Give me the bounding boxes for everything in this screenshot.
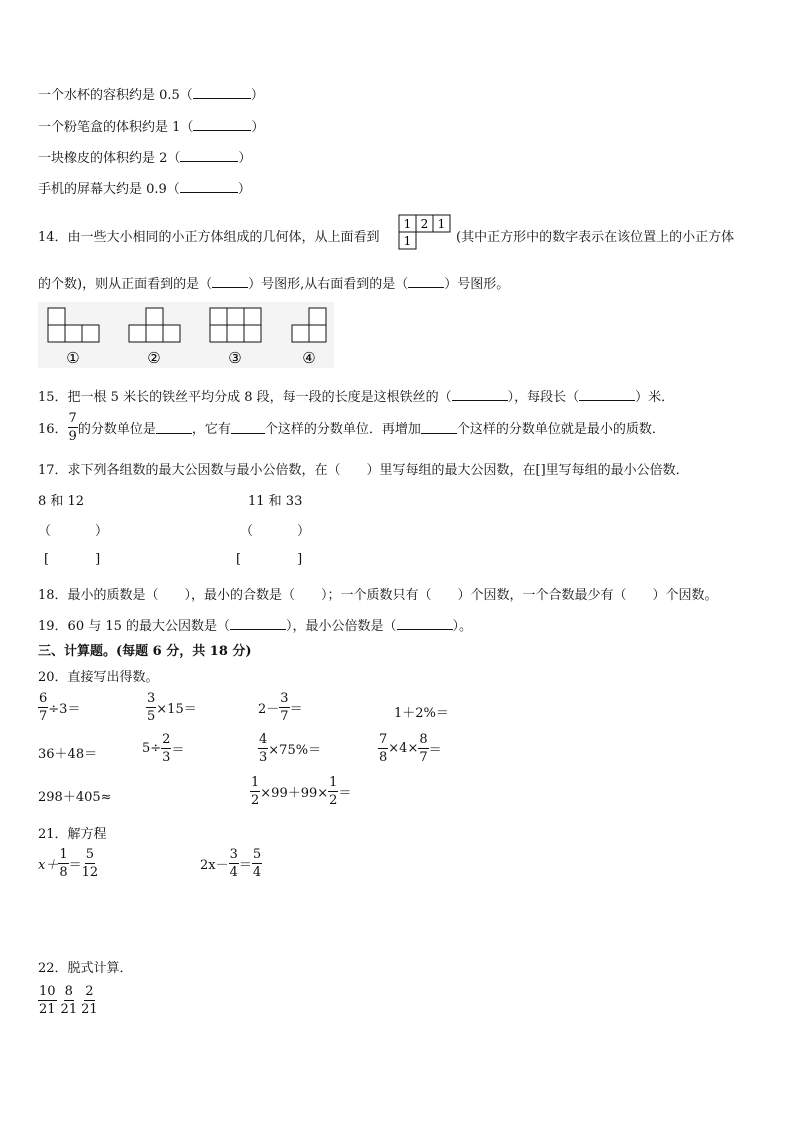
fraction: $\frac{7}{9}$ [68, 411, 77, 444]
calc-item: 5÷ $\frac{2}{3}$ ＝ [142, 732, 185, 765]
answer-blank[interactable] [193, 118, 251, 131]
volume-line-eraser: 一块橡皮的体积约是 2（ ） [38, 151, 252, 166]
calc-item: 1＋2%＝ [394, 706, 449, 721]
answer-blank[interactable] [212, 275, 248, 288]
q17-pair-2: 11 和 33 [248, 494, 303, 509]
gcd-answer-1[interactable]: （ ） [38, 524, 109, 539]
question-20-title: 20．直接写出得数。 [38, 670, 159, 685]
answer-blank[interactable] [421, 421, 457, 434]
q17-pair-1: 8 和 12 [38, 494, 85, 509]
answer-blank[interactable] [452, 388, 508, 401]
option-3-shape [210, 308, 261, 342]
calc-item: $\frac{3}{5}$ ×15＝ [147, 691, 197, 724]
answer-blank[interactable] [408, 275, 444, 288]
calc-item: 36＋48＝ [38, 747, 98, 762]
grid-number: 1 [437, 217, 446, 231]
answer-blank[interactable] [180, 149, 238, 162]
expression-22: $\frac{10}{21}$ $\frac{8}{21}$ $\frac{2}{21}$ [39, 984, 98, 1017]
calc-item: 2－ $\frac{3}{7}$ ＝ [258, 691, 303, 724]
section-3-heading: 三、计算题。(每题 6 分，共 18 分) [38, 644, 252, 659]
grid-number: 2 [420, 217, 429, 231]
calc-item: 298＋405≈ [38, 790, 112, 805]
answer-blank[interactable] [180, 180, 238, 193]
question-14-line1-tail: (其中正方形中的数字表示在该位置上的小正方体 [456, 230, 735, 245]
answer-blank[interactable] [156, 421, 192, 434]
option-label-2: ② [147, 349, 161, 367]
volume-line-phone-screen: 手机的屏幕大约是 0.9（ ） [38, 182, 251, 197]
calc-item: $\frac{6}{7}$ ÷3＝ [39, 691, 81, 724]
question-15: 15．把一根 5 米长的铁丝平均分成 8 段，每一段的长度是这根铁丝的（ ），每段长（ ）米． [38, 390, 675, 405]
equation-2: 2x－ $\frac{3}{4}$ ＝ $\frac{5}{4}$ [200, 847, 262, 880]
answer-blank[interactable] [579, 388, 635, 401]
answer-blank[interactable] [231, 421, 265, 434]
grid-number: 1 [403, 234, 412, 248]
grid-number: 1 [403, 217, 412, 231]
answer-blank[interactable] [193, 86, 251, 99]
view-options-figure [38, 302, 338, 368]
question-17: 17．求下列各组数的最大公因数与最小公倍数，在（ ）里写每组的最大公因数，在[]里写每组的最小公倍数． [38, 463, 689, 478]
lcm-answer-1[interactable]: [ ] [44, 552, 101, 567]
equation-1: x＋ $\frac{1}{8}$ ＝ $\frac{5}{12}$ [38, 847, 99, 880]
option-label-4: ④ [302, 349, 316, 367]
calc-item: $\frac{4}{3}$ ×75%＝ [259, 732, 322, 765]
question-19: 19．60 与 15 的最大公因数是（ ），最小公倍数是（ ）。 [38, 619, 473, 634]
question-14-line2: 的个数)，则从正面看到的是（ ）号图形,从右面看到的是（ ）号图形。 [38, 277, 510, 292]
question-21-title: 21．解方程 [38, 827, 107, 842]
option-label-1: ① [66, 349, 80, 367]
question-14-line1: 14．由一些大小相同的小正方体组成的几何体，从上面看到 [38, 230, 380, 245]
volume-line-chalk-box: 一个粉笔盒的体积约是 1（ ） [38, 120, 265, 135]
top-view-grid [398, 214, 456, 254]
answer-blank[interactable] [230, 617, 286, 630]
answer-blank[interactable] [397, 617, 453, 630]
calc-item: $\frac{7}{8}$ ×4× $\frac{8}{7}$ ＝ [379, 732, 442, 765]
volume-line-cup: 一个水杯的容积约是 0.5（ ） [38, 88, 264, 103]
gcd-answer-2[interactable]: （ ） [240, 524, 311, 539]
lcm-answer-2[interactable]: [ ] [236, 552, 303, 567]
question-16: 16． $\frac{7}{9}$ 的分数单位是 ，它有 个这样的分数单位．再增加 个这样的分数单位就是最小的质数． [38, 411, 665, 444]
option-label-3: ③ [228, 349, 242, 367]
question-22-title: 22．脱式计算． [38, 961, 133, 976]
question-18: 18．最小的质数是（ ），最小的合数是（ ）；一个质数只有（ ）个因数，一个合数最少有（ ）个因数。 [38, 588, 718, 603]
calc-item: $\frac{1}{2}$ ×99＋99× $\frac{1}{2}$ ＝ [251, 775, 352, 808]
